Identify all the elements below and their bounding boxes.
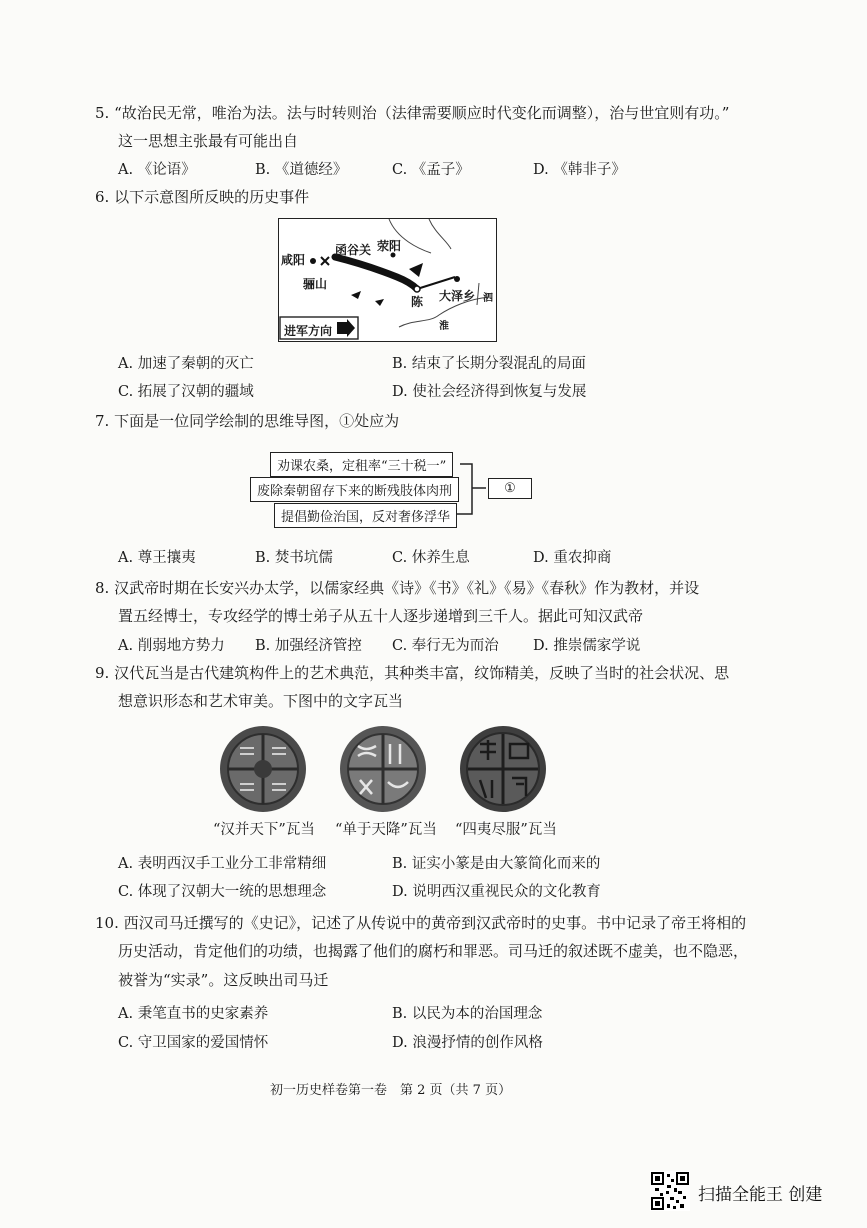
mindmap-item-3: 提倡勤俭治国，反对奢侈浮华 (274, 503, 457, 528)
q7-text: 下面是一位同学绘制的思维导图，①处应为 (114, 412, 400, 430)
q7-option-a[interactable]: A. 尊王攘夷 (118, 550, 196, 566)
q7-stem (95, 410, 399, 432)
q5-stem-line2: 这一思想主张最有可能出自 (118, 132, 299, 150)
q9-option-c[interactable]: C. 体现了汉朝大一统的思想理念 (118, 884, 327, 900)
q9-option-d[interactable]: D. 说明西汉重视民众的文化教育 (392, 884, 601, 900)
q8-number: 8. (95, 579, 110, 597)
mindmap-target: ① (488, 478, 532, 499)
q6-map (278, 218, 497, 342)
q6-stem (95, 186, 309, 208)
q10-stem-line1 (95, 912, 746, 934)
q5-text: “故治民无常，唯治为法。法与时转则治（法律需要顺应时代变化而调整），治与世宜则有功。” (114, 104, 730, 122)
wadang-han-bing-tian-xia-image (218, 724, 308, 814)
q8-option-a[interactable]: A. 削弱地方势力 (118, 638, 225, 654)
q10-number: 10. (95, 914, 119, 932)
q5-option-a[interactable]: A. 《论语》 (118, 162, 196, 178)
page-footer: 初一历史样卷第一卷 第 2 页（共 7 页） (270, 1083, 512, 1098)
map-label-chen: 陈 (411, 295, 424, 309)
wadang-chan-yu-tian-jiang-image (338, 724, 428, 814)
q5-stem-line1 (95, 102, 729, 124)
qr-code-icon (650, 1171, 690, 1211)
q7-option-c[interactable]: C. 休养生息 (392, 550, 470, 566)
q7-option-d[interactable]: D. 重农抑商 (533, 550, 612, 566)
q10-stem-line2: 历史活动，肯定他们的功绩，也揭露了他们的腐朽和罪恶。司马迁的叙述既不虚美，也不隐恶， (118, 942, 749, 960)
q6-text: 以下示意图所反映的历史事件 (114, 188, 310, 206)
q7-mindmap (250, 450, 540, 530)
q6-option-b[interactable]: B. 结束了长期分裂混乱的局面 (392, 356, 586, 372)
map-label-dazexiang: 大泽乡 (439, 289, 476, 303)
wadang-caption-1: “汉并天下”瓦当 (213, 822, 315, 838)
q9-stem-line1 (95, 662, 729, 684)
q9-number: 9. (95, 664, 110, 682)
q5-option-d[interactable]: D. 《韩非子》 (533, 162, 626, 178)
q9-option-a[interactable]: A. 表明西汉手工业分工非常精细 (118, 856, 327, 872)
q10-option-c[interactable]: C. 守卫国家的爱国情怀 (118, 1035, 269, 1051)
q6-option-a[interactable]: A. 加速了秦朝的灭亡 (118, 356, 254, 372)
map-label-lishan: 骊山 (303, 277, 328, 291)
q6-number: 6. (95, 188, 110, 206)
map-label-huai: 淮 (439, 321, 449, 332)
mindmap-item-2: 废除秦朝留存下来的断残肢体肉刑 (250, 477, 459, 502)
map-label-xianyang: 咸阳 (281, 253, 306, 267)
wadang-caption-2: “单于天降”瓦当 (335, 822, 437, 838)
q8-stem-line1 (95, 577, 699, 599)
q10-option-a[interactable]: A. 秉笔直书的史家素养 (118, 1006, 269, 1022)
q9-text: 汉代瓦当是古代建筑构件上的艺术典范，其种类丰富，纹饰精美，反映了当时的社会状况、思 (114, 664, 730, 682)
q10-option-d[interactable]: D. 浪漫抒情的创作风格 (392, 1035, 543, 1051)
q8-text: 汉武帝时期在长安兴办太学，以儒家经典《诗》《书》《礼》《易》《春秋》作为教材，并设 (114, 579, 700, 597)
q10-text: 西汉司马迁撰写的《史记》，记述了从传说中的黄帝到汉武帝时的史事。书中记录了帝王将相的 (123, 914, 747, 932)
wadang-si-yi-jin-fu-image (458, 724, 548, 814)
wadang-caption-3: “四夷尽服”瓦当 (455, 822, 557, 838)
q6-option-c[interactable]: C. 拓展了汉朝的疆域 (118, 384, 254, 400)
q9-stem-line2: 想意识形态和艺术审美。下图中的文字瓦当 (118, 692, 404, 710)
q5-option-b[interactable]: B. 《道德经》 (255, 162, 348, 178)
q8-stem-line2: 置五经博士，专攻经学的博士弟子从五十人逐步递增到三千人。据此可知汉武帝 (118, 607, 644, 625)
q10-stem-line3: 被誉为“实录”。这反映出司马迁 (118, 971, 329, 989)
q8-option-c[interactable]: C. 奉行无为而治 (392, 638, 499, 654)
map-legend-label: 进军方向 (284, 324, 333, 338)
mindmap-item-1: 劝课农桑，定租率“三十税一” (270, 452, 453, 477)
q7-option-b[interactable]: B. 焚书坑儒 (255, 550, 333, 566)
map-label-hangu-pass: 函谷关 (335, 243, 372, 257)
q5-number: 5. (95, 104, 110, 122)
q6-option-d[interactable]: D. 使社会经济得到恢复与发展 (392, 384, 587, 400)
q9-option-b[interactable]: B. 证实小篆是由大篆简化而来的 (392, 856, 601, 872)
q7-number: 7. (95, 412, 110, 430)
scanner-watermark-text: 扫描全能王 创建 (698, 1185, 823, 1205)
q8-option-d[interactable]: D. 推崇儒家学说 (533, 638, 641, 654)
map-label-xingyang: 荥阳 (377, 239, 402, 253)
map-label-si: 泗 (483, 293, 493, 304)
q5-option-c[interactable]: C. 《孟子》 (392, 162, 470, 178)
q8-option-b[interactable]: B. 加强经济管控 (255, 638, 362, 654)
q10-option-b[interactable]: B. 以民为本的治国理念 (392, 1006, 543, 1022)
